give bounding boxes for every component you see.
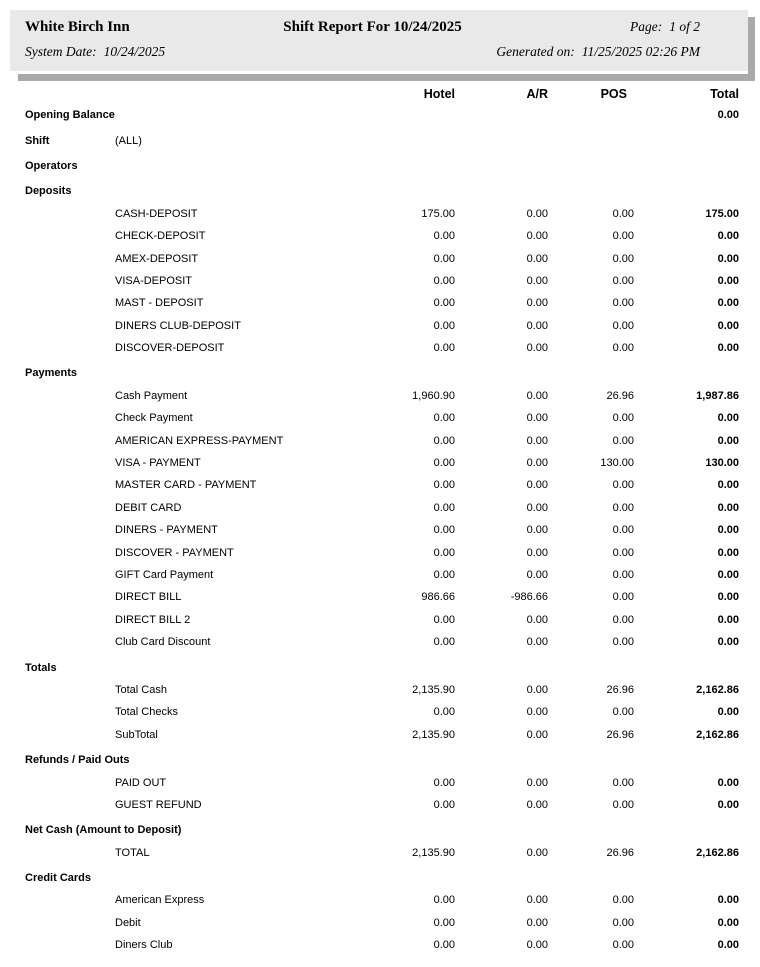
- column-header-pos: POS: [600, 87, 627, 101]
- item-label: DISCOVER-DEPOSIT: [115, 342, 225, 355]
- item-value-ar: -986.66: [510, 591, 548, 604]
- item-value-hotel: 0.00: [433, 252, 455, 265]
- item-label: Check Payment: [115, 412, 193, 425]
- item-value-ar: 0.00: [526, 683, 548, 696]
- item-value-ar: 0.00: [526, 274, 548, 287]
- item-value-total: 0.00: [717, 939, 739, 952]
- item-label: DINERS CLUB-DEPOSIT: [115, 319, 241, 332]
- item-row: [0, 609, 760, 631]
- item-row: [0, 631, 760, 653]
- item-label: DIRECT BILL: [115, 591, 182, 604]
- item-label: CHECK-DEPOSIT: [115, 230, 206, 243]
- item-value-total: 0.00: [717, 230, 739, 243]
- item-label: SubTotal: [115, 728, 158, 741]
- item-label: DINERS - PAYMENT: [115, 524, 218, 537]
- section-label: Credit Cards: [25, 872, 92, 885]
- item-value-pos: 0.00: [612, 894, 634, 907]
- item-value-total: 0.00: [717, 636, 739, 649]
- item-label: Diners Club: [115, 939, 173, 952]
- section-label: Opening Balance: [25, 109, 115, 122]
- item-value-ar: 0.00: [526, 776, 548, 789]
- item-row: [0, 292, 760, 314]
- system-date-label: System Date:: [25, 44, 97, 59]
- item-value-total: 130.00: [705, 457, 739, 470]
- item-row: [0, 794, 760, 816]
- item-value-hotel: 0.00: [433, 297, 455, 310]
- section-label: Operators: [25, 159, 78, 172]
- item-row: [0, 724, 760, 746]
- item-value-hotel: 0.00: [433, 569, 455, 581]
- generated-on: [496, 44, 700, 60]
- item-value-ar: 0.00: [526, 546, 548, 559]
- item-row: [0, 247, 760, 269]
- item-value-pos: 0.00: [612, 546, 634, 559]
- report-header: [10, 10, 748, 71]
- item-value-total: 0.00: [717, 706, 739, 719]
- item-row: [0, 225, 760, 247]
- item-value-hotel: 0.00: [433, 342, 455, 355]
- item-value-total: 2,162.86: [696, 683, 739, 696]
- item-value-total: 2,162.86: [696, 728, 739, 741]
- item-label: MAST - DEPOSIT: [115, 297, 204, 310]
- item-value-pos: 130.00: [600, 457, 634, 470]
- item-value-ar: 0.00: [526, 613, 548, 626]
- item-value-ar: 0.00: [526, 524, 548, 537]
- system-date-value: 10/24/2025: [103, 44, 166, 59]
- item-value-pos: 0.00: [612, 319, 634, 332]
- section-label-cell: [0, 367, 380, 379]
- item-value-ar: 0.00: [526, 434, 548, 447]
- item-value-ar: 0.00: [526, 297, 548, 310]
- item-row: [0, 407, 760, 429]
- section-label: Payments: [25, 367, 77, 380]
- section-label-cell: [0, 754, 380, 766]
- item-value-ar: 0.00: [526, 706, 548, 719]
- item-value-pos: 0.00: [612, 524, 634, 537]
- item-value-pos: 0.00: [612, 274, 634, 287]
- item-value-hotel: 2,135.90: [412, 728, 455, 741]
- item-value-ar: 0.00: [526, 728, 548, 741]
- item-row: [0, 586, 760, 608]
- section-row: [0, 362, 760, 384]
- item-value-hotel: 0.00: [433, 613, 455, 626]
- item-row: [0, 429, 760, 451]
- item-value-pos: 0.00: [612, 501, 634, 514]
- section-label: Net Cash (Amount to Deposit): [25, 824, 182, 837]
- item-value-pos: 26.96: [606, 683, 634, 696]
- item-label: VISA - PAYMENT: [115, 457, 201, 470]
- item-value-pos: 0.00: [612, 613, 634, 626]
- item-value-total: 0.00: [717, 319, 739, 332]
- item-label: GIFT Card Payment: [115, 569, 214, 581]
- item-value-pos: 0.00: [612, 939, 634, 952]
- item-label: Total Cash: [115, 683, 167, 696]
- section-label-cell: [0, 185, 380, 197]
- section-label-cell: [0, 824, 380, 836]
- section-value-total: 0.00: [717, 109, 739, 122]
- item-value-total: 0.00: [717, 501, 739, 514]
- item-value-total: 1,987.86: [696, 389, 739, 402]
- item-value-hotel: 0.00: [433, 412, 455, 425]
- column-header-hotel: Hotel: [423, 87, 455, 101]
- page-label: Page:: [630, 19, 663, 34]
- item-row: [0, 889, 760, 911]
- section-row: [0, 129, 760, 151]
- page-number: 1 of 2: [669, 19, 700, 34]
- item-value-total: 2,162.86: [696, 846, 739, 859]
- section-inline-value: (ALL): [115, 134, 142, 147]
- item-value-total: 0.00: [717, 894, 739, 907]
- column-header-ar: A/R: [526, 87, 548, 101]
- item-value-pos: 0.00: [612, 342, 634, 355]
- item-value-pos: 26.96: [606, 389, 634, 402]
- item-value-pos: 26.96: [606, 728, 634, 741]
- item-value-pos: 0.00: [612, 230, 634, 243]
- item-value-pos: 0.00: [612, 207, 634, 220]
- item-row: [0, 564, 760, 586]
- item-row: [0, 701, 760, 723]
- item-label: PAID OUT: [115, 776, 167, 789]
- section-label: Shift: [25, 134, 50, 147]
- section-row: [0, 749, 760, 771]
- header-shadow-bottom: [18, 74, 755, 81]
- item-row: [0, 474, 760, 496]
- item-value-hotel: 0.00: [433, 636, 455, 649]
- item-value-ar: 0.00: [526, 412, 548, 425]
- item-value-hotel: 0.00: [433, 319, 455, 332]
- item-row: [0, 270, 760, 292]
- section-label: Deposits: [25, 185, 72, 198]
- item-value-hotel: 0.00: [433, 434, 455, 447]
- item-row: [0, 337, 760, 359]
- item-value-ar: 0.00: [526, 916, 548, 929]
- item-value-ar: 0.00: [526, 846, 548, 859]
- section-row: [0, 867, 760, 889]
- item-label: CASH-DEPOSIT: [115, 207, 198, 220]
- item-value-pos: 0.00: [612, 776, 634, 789]
- item-label: American Express: [115, 894, 205, 907]
- item-label: AMERICAN EXPRESS-PAYMENT: [115, 434, 284, 447]
- item-value-total: 0.00: [717, 342, 739, 355]
- item-value-ar: 0.00: [526, 894, 548, 907]
- item-value-pos: 0.00: [612, 479, 634, 492]
- item-value-pos: 0.00: [612, 916, 634, 929]
- column-headers: [0, 87, 760, 101]
- item-value-hotel: 0.00: [433, 776, 455, 789]
- item-row: [0, 842, 760, 864]
- item-value-pos: 0.00: [612, 569, 634, 581]
- page-info: [520, 19, 700, 35]
- report-body: [0, 104, 760, 956]
- item-value-ar: 0.00: [526, 319, 548, 332]
- item-value-hotel: 986.66: [421, 591, 455, 604]
- item-row: [0, 771, 760, 793]
- item-value-pos: 0.00: [612, 412, 634, 425]
- item-value-total: 0.00: [717, 569, 739, 581]
- item-value-hotel: 0.00: [433, 230, 455, 243]
- item-value-hotel: 1,960.90: [412, 389, 455, 402]
- item-row: [0, 203, 760, 225]
- item-value-total: 0.00: [717, 591, 739, 604]
- item-value-ar: 0.00: [526, 457, 548, 470]
- item-row: [0, 497, 760, 519]
- item-value-hotel: 0.00: [433, 939, 455, 952]
- item-label: DEBIT CARD: [115, 501, 182, 514]
- item-value-ar: 0.00: [526, 342, 548, 355]
- item-value-hotel: 0.00: [433, 524, 455, 537]
- item-value-pos: 0.00: [612, 252, 634, 265]
- item-value-total: 175.00: [705, 207, 739, 220]
- item-label: Cash Payment: [115, 389, 188, 402]
- item-value-hotel: 0.00: [433, 894, 455, 907]
- item-value-hotel: 0.00: [433, 501, 455, 514]
- generated-label: Generated on:: [496, 44, 575, 59]
- item-value-total: 0.00: [717, 252, 739, 265]
- item-value-total: 0.00: [717, 524, 739, 537]
- item-value-hotel: 0.00: [433, 457, 455, 470]
- item-row: [0, 452, 760, 474]
- item-row: [0, 519, 760, 541]
- item-value-total: 0.00: [717, 798, 739, 811]
- item-value-pos: 0.00: [612, 798, 634, 811]
- item-row: [0, 934, 760, 956]
- item-label: DIRECT BILL 2: [115, 613, 191, 626]
- item-value-ar: 0.00: [526, 252, 548, 265]
- item-value-hotel: 175.00: [421, 207, 455, 220]
- item-value-ar: 0.00: [526, 636, 548, 649]
- section-label-cell: [0, 109, 380, 121]
- item-row: [0, 541, 760, 563]
- item-value-ar: 0.00: [526, 479, 548, 492]
- item-value-total: 0.00: [717, 297, 739, 310]
- section-row: [0, 104, 760, 126]
- item-label: Club Card Discount: [115, 636, 211, 649]
- item-value-ar: 0.00: [526, 569, 548, 581]
- item-value-hotel: 0.00: [433, 479, 455, 492]
- item-row: [0, 385, 760, 407]
- item-row: [0, 912, 760, 934]
- item-value-ar: 0.00: [526, 230, 548, 243]
- section-label: Refunds / Paid Outs: [25, 754, 130, 767]
- item-value-ar: 0.00: [526, 798, 548, 811]
- hotel-name: White Birch Inn: [25, 19, 130, 35]
- item-label: DISCOVER - PAYMENT: [115, 546, 234, 559]
- report-title: Shift Report For 10/24/2025: [283, 19, 462, 35]
- item-value-total: 0.00: [717, 412, 739, 425]
- item-value-ar: 0.00: [526, 501, 548, 514]
- item-value-ar: 0.00: [526, 389, 548, 402]
- item-value-pos: 0.00: [612, 434, 634, 447]
- item-label: VISA-DEPOSIT: [115, 274, 193, 287]
- section-row: [0, 180, 760, 202]
- item-value-hotel: 0.00: [433, 916, 455, 929]
- item-value-pos: 0.00: [612, 591, 634, 604]
- item-row: [0, 679, 760, 701]
- item-value-hotel: 0.00: [433, 798, 455, 811]
- section-row: [0, 819, 760, 841]
- column-header-label-spacer: [0, 87, 380, 101]
- generated-value: 11/25/2025 02:26 PM: [581, 44, 700, 59]
- column-header-total: Total: [710, 87, 739, 101]
- item-value-hotel: 0.00: [433, 706, 455, 719]
- item-value-total: 0.00: [717, 916, 739, 929]
- item-value-hotel: 2,135.90: [412, 846, 455, 859]
- item-value-total: 0.00: [717, 776, 739, 789]
- item-label: Total Checks: [115, 706, 178, 719]
- section-row: [0, 155, 760, 177]
- item-value-pos: 0.00: [612, 297, 634, 310]
- item-value-hotel: 2,135.90: [412, 683, 455, 696]
- item-value-pos: 0.00: [612, 636, 634, 649]
- item-value-total: 0.00: [717, 434, 739, 447]
- section-label: Totals: [25, 661, 57, 674]
- item-value-total: 0.00: [717, 546, 739, 559]
- item-value-ar: 0.00: [526, 939, 548, 952]
- item-value-pos: 0.00: [612, 706, 634, 719]
- section-label-cell: [0, 160, 380, 172]
- item-value-total: 0.00: [717, 274, 739, 287]
- section-label-cell: [0, 135, 380, 147]
- section-row: [0, 656, 760, 678]
- header-shadow-right: [748, 17, 755, 74]
- item-value-total: 0.00: [717, 479, 739, 492]
- item-value-hotel: 0.00: [433, 274, 455, 287]
- item-label: GUEST REFUND: [115, 798, 202, 811]
- item-value-pos: 26.96: [606, 846, 634, 859]
- section-label-cell: [0, 662, 380, 674]
- item-value-hotel: 0.00: [433, 546, 455, 559]
- item-value-total: 0.00: [717, 613, 739, 626]
- section-label-cell: [0, 872, 380, 884]
- item-label: AMEX-DEPOSIT: [115, 252, 199, 265]
- item-label: TOTAL: [115, 846, 150, 859]
- item-row: [0, 315, 760, 337]
- system-date: [25, 44, 165, 60]
- item-label: Debit: [115, 916, 141, 929]
- item-label: MASTER CARD - PAYMENT: [115, 479, 257, 492]
- item-value-ar: 0.00: [526, 207, 548, 220]
